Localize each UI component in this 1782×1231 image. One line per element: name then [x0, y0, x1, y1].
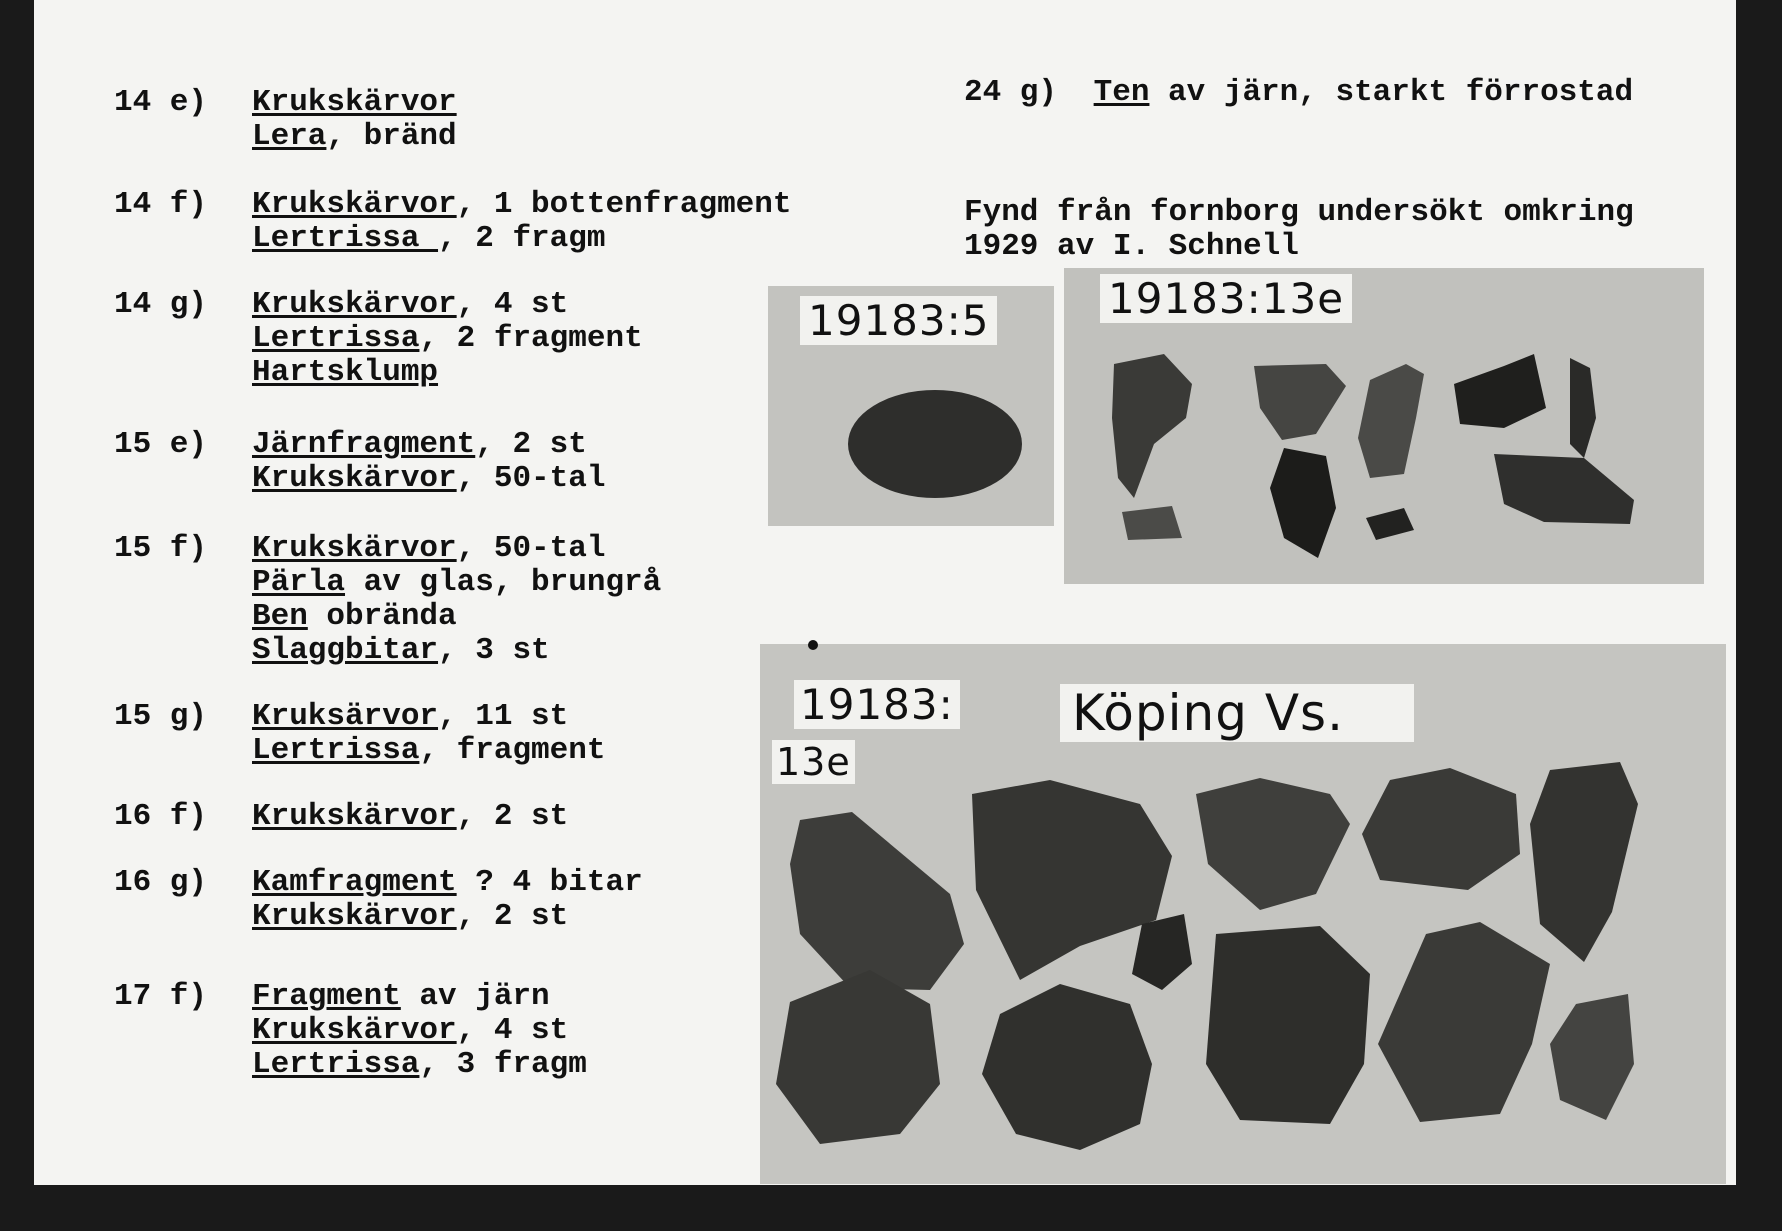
entry-lines	[252, 866, 643, 934]
entry-number: 14 f)	[114, 187, 208, 222]
entry-lines	[252, 188, 792, 256]
entry-term: Pärla	[252, 565, 346, 600]
entry-lines	[252, 428, 605, 496]
entry-24g	[964, 76, 1633, 110]
entry-description: , 2 fragment	[419, 321, 643, 356]
entry-description: ? 4 bitar	[456, 865, 643, 900]
entry-line	[252, 188, 792, 222]
photo-label-place: Köping Vs.	[1060, 684, 1414, 742]
entry-line	[252, 1048, 587, 1082]
entry-term: Krukskärvor	[252, 461, 457, 496]
entry-line	[252, 322, 643, 356]
entry-line	[252, 86, 457, 120]
entry-number: 14 e)	[114, 85, 208, 120]
entry-description: , 2 st	[475, 427, 587, 462]
entry-line	[252, 288, 643, 322]
photo-19183-13e-koping	[760, 644, 1726, 1184]
entry-line	[252, 634, 661, 668]
entry-term: Kruksärvor	[252, 699, 439, 734]
entry-line	[252, 600, 661, 634]
entry-description: av glas, brungrå	[345, 565, 662, 600]
entry-term: Krukskärvor	[252, 287, 457, 322]
entry-term: Krukskärvor	[252, 1013, 457, 1048]
entry-line	[252, 800, 568, 834]
entry-term: Lertrissa	[252, 733, 420, 768]
photo-label: 19183:13e	[1100, 274, 1352, 323]
photo-label-suffix: 13e	[772, 740, 855, 784]
ink-dot	[808, 640, 818, 650]
entry-term: Fragment	[252, 979, 401, 1014]
entry-lines	[252, 288, 643, 390]
entry-term: Ben	[252, 599, 308, 634]
entry-description: , 50-tal	[456, 461, 606, 496]
entry-term: Lera	[252, 119, 327, 154]
entry-line	[252, 866, 643, 900]
entry-description: obrända	[307, 599, 457, 634]
entry-description: , 11 st	[438, 699, 569, 734]
entry-description: , fragment	[419, 733, 606, 768]
entry-lines	[252, 800, 568, 834]
entry-number: 15 e)	[114, 427, 208, 462]
entry-line	[252, 222, 792, 256]
entry-line	[252, 900, 643, 934]
entry-line	[252, 532, 661, 566]
find-note	[964, 196, 1634, 264]
entry-description: , 2 fragm	[438, 221, 606, 256]
entry-line	[252, 700, 605, 734]
entry-number: 15 g)	[114, 699, 208, 734]
sherd-shapes	[760, 644, 1726, 1184]
entry-lines	[252, 700, 605, 768]
entry-lines	[252, 980, 587, 1082]
entry-term: Krukskärvor	[252, 799, 457, 834]
photo-19183-13e	[1064, 268, 1704, 584]
entry-term: Järnfragment	[252, 427, 476, 462]
entry-number: 16 g)	[114, 865, 208, 900]
entry-description: av järn, starkt förrostad	[1149, 75, 1634, 110]
entry-term: Krukskärvor	[252, 899, 457, 934]
entry-term: Lertrissa	[252, 321, 420, 356]
entry-line	[252, 356, 643, 390]
entry-term: Slaggbitar	[252, 633, 439, 668]
entry-line	[252, 462, 605, 496]
entry-line	[252, 734, 605, 768]
photo-label: 19183:5	[800, 296, 997, 345]
entry-description: , 50-tal	[456, 531, 606, 566]
entry-description: , 1 bottenfragment	[456, 187, 792, 222]
fragment-shapes	[1064, 268, 1704, 584]
entry-number: 14 g)	[114, 287, 208, 322]
entry-term: Kamfragment	[252, 865, 457, 900]
entry-description: , 4 st	[456, 287, 569, 322]
entry-lines	[252, 532, 661, 668]
entry-lines	[252, 86, 457, 154]
entry-number: 16 f)	[114, 799, 208, 834]
entry-line	[252, 980, 587, 1014]
entry-description: av järn	[400, 979, 550, 1014]
entry-term: Lertrissa	[252, 221, 439, 256]
entry-term: Krukskärvor	[252, 187, 457, 222]
entry-number: 24 g)	[964, 75, 1058, 110]
entry-description: , 2 st	[456, 899, 569, 934]
entry-term: Krukskärvor	[252, 531, 457, 566]
entry-number: 15 f)	[114, 531, 208, 566]
entry-description: , bränd	[326, 119, 457, 154]
find-note-line2: 1929 av I. Schnell	[964, 229, 1299, 264]
stone-oval	[848, 390, 1022, 498]
entry-term: Ten	[1093, 75, 1150, 110]
entry-line	[252, 120, 457, 154]
entry-description: , 4 st	[456, 1013, 569, 1048]
entry-term: Lertrissa	[252, 1047, 420, 1082]
entry-number: 17 f)	[114, 979, 208, 1014]
entry-line	[252, 1014, 587, 1048]
entry-description: , 3 st	[438, 633, 550, 668]
find-note-line1: Fynd från fornborg undersökt omkring	[964, 195, 1634, 230]
entry-term: Krukskärvor	[252, 85, 457, 120]
photo-19183-5	[768, 286, 1054, 526]
entry-description: , 3 fragm	[419, 1047, 587, 1082]
photo-label-number: 19183:	[794, 680, 960, 729]
entry-term: Hartsklump	[252, 355, 439, 390]
catalog-card	[34, 0, 1736, 1185]
entry-line	[252, 428, 605, 462]
entry-description: , 2 st	[456, 799, 569, 834]
entry-line	[252, 566, 661, 600]
